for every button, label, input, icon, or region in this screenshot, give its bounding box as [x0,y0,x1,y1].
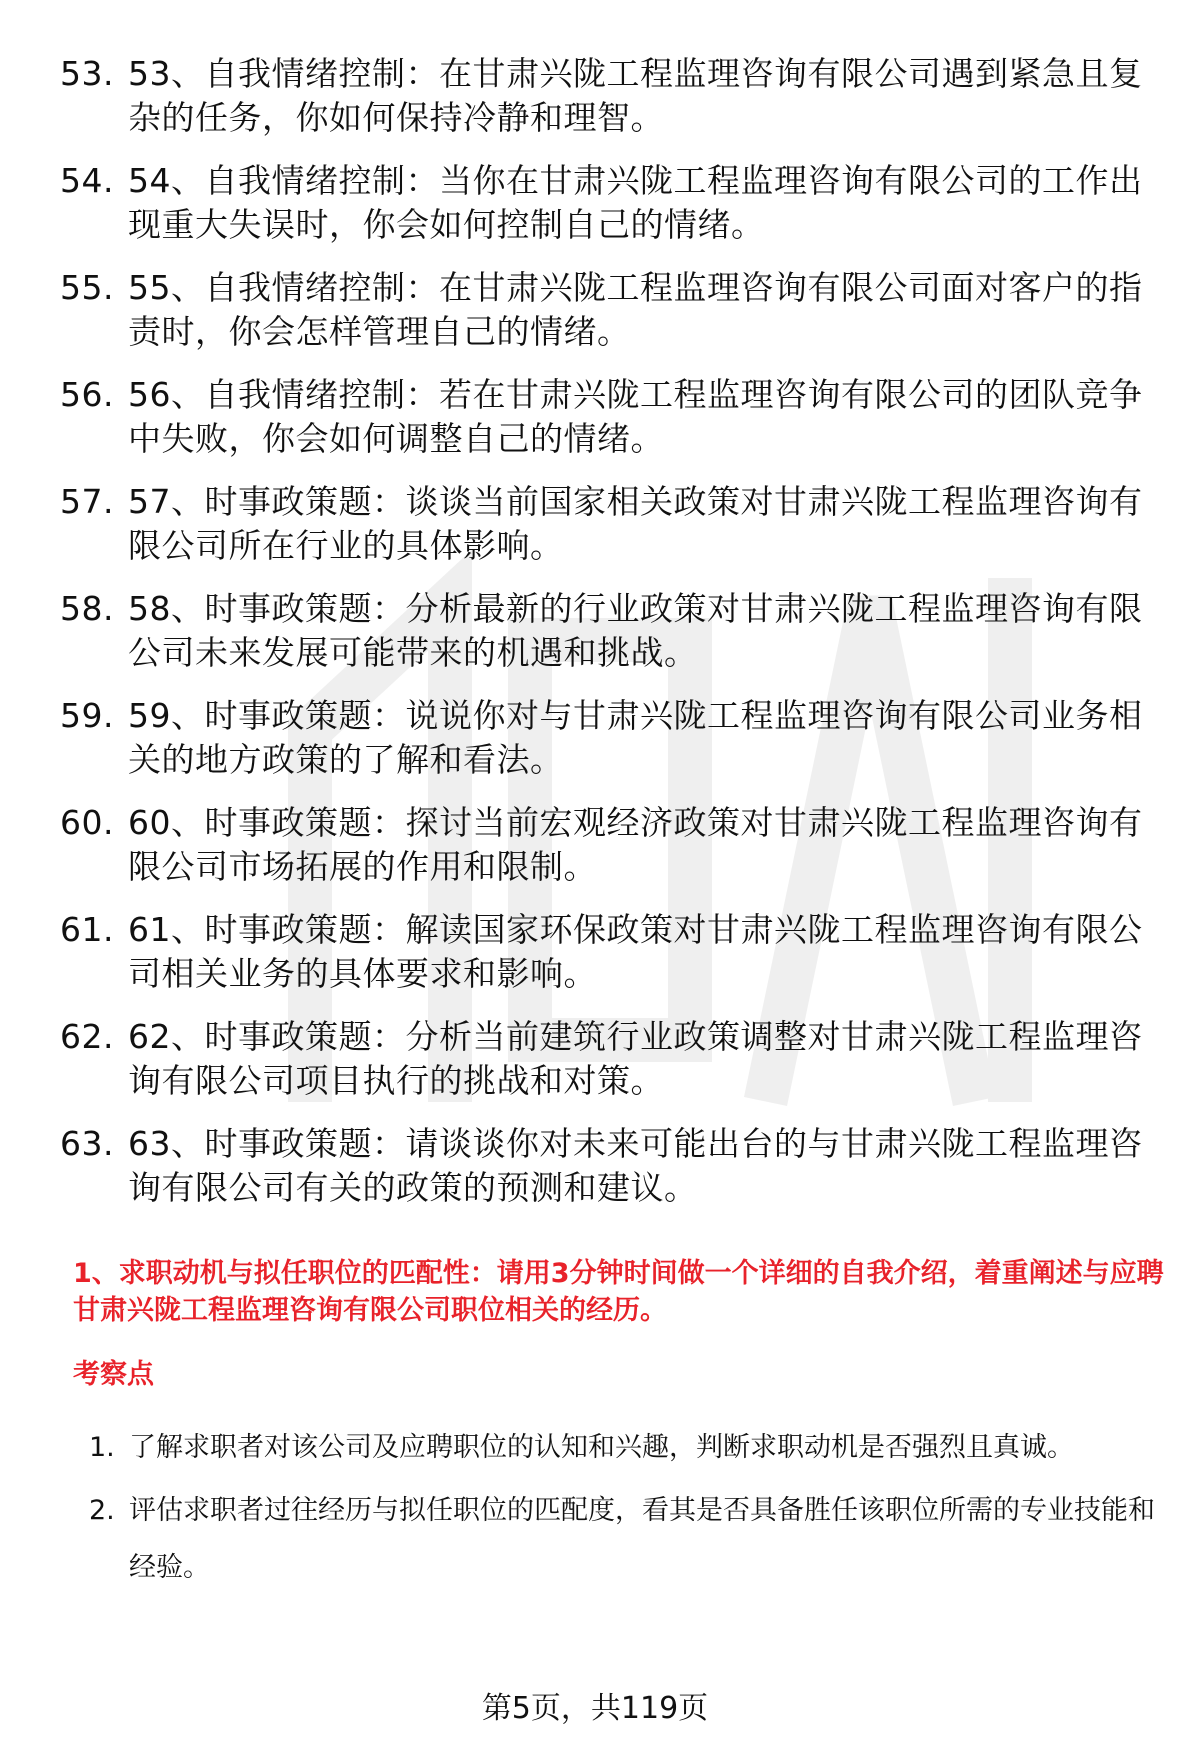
list-item [60,694,1160,782]
item-number: 58. [60,589,114,628]
item-text: 57、时事政策题：谈谈当前国家相关政策对甘肃兴陇工程监理咨询有限公司所在行业的具体影响。 [128,482,1143,565]
item-number: 62. [60,1017,114,1056]
question-list [60,52,1160,1229]
list-item [60,1015,1160,1103]
item-number: 2. [89,1495,115,1526]
item-number: 55. [60,268,114,307]
list-item [73,1482,1165,1596]
item-text: 59、时事政策题：说说你对与甘肃兴陇工程监理咨询有限公司业务相关的地方政策的了解和看法。 [128,696,1143,779]
list-item [60,908,1160,996]
item-number: 54. [60,161,114,200]
points-heading: 考察点 [73,1359,154,1390]
interview-question-section [73,1255,1165,1602]
item-number: 1. [89,1432,115,1463]
item-number: 63. [60,1124,114,1163]
list-item [60,159,1160,247]
points-list [73,1419,1165,1596]
item-text: 63、时事政策题：请谈谈你对未来可能出台的与甘肃兴陇工程监理咨询有限公司有关的政策的预测和建议。 [128,1124,1143,1207]
item-number: 59. [60,696,114,735]
list-item [60,480,1160,568]
item-text: 56、自我情绪控制：若在甘肃兴陇工程监理咨询有限公司的团队竞争中失败，你会如何调整自己的情绪。 [128,375,1143,458]
item-number: 61. [60,910,114,949]
item-text: 53、自我情绪控制：在甘肃兴陇工程监理咨询有限公司遇到紧急且复杂的任务，你如何保持冷静和理智。 [128,54,1143,137]
list-item [60,801,1160,889]
list-item [60,373,1160,461]
item-number: 57. [60,482,114,521]
item-number: 60. [60,803,114,842]
item-text: 54、自我情绪控制：当你在甘肃兴陇工程监理咨询有限公司的工作出现重大失误时，你会如何控制自己的情绪。 [128,161,1143,244]
item-number: 56. [60,375,114,414]
item-text: 60、时事政策题：探讨当前宏观经济政策对甘肃兴陇工程监理咨询有限公司市场拓展的作用和限制。 [128,803,1143,886]
item-text: 评估求职者过往经历与拟任职位的匹配度，看其是否具备胜任该职位所需的专业技能和经验。 [129,1495,1155,1583]
item-text: 61、时事政策题：解读国家环保政策对甘肃兴陇工程监理咨询有限公司相关业务的具体要求和影响。 [128,910,1143,993]
section-title: 1、求职动机与拟任职位的匹配性：请用3分钟时间做一个详细的自我介绍，着重阐述与应聘甘肃兴陇工程监理咨询有限公司职位相关的经历。 [73,1258,1164,1326]
item-number: 53. [60,54,114,93]
list-item [60,52,1160,140]
list-item [73,1419,1165,1476]
list-item [60,587,1160,675]
list-item [60,1122,1160,1210]
list-item [60,266,1160,354]
item-text: 58、时事政策题：分析最新的行业政策对甘肃兴陇工程监理咨询有限公司未来发展可能带来的机遇和挑战。 [128,589,1143,672]
item-text: 62、时事政策题：分析当前建筑行业政策调整对甘肃兴陇工程监理咨询有限公司项目执行的挑战和对策。 [128,1017,1143,1100]
item-text: 了解求职者对该公司及应聘职位的认知和兴趣，判断求职动机是否强烈且真诚。 [129,1432,1074,1463]
item-text: 55、自我情绪控制：在甘肃兴陇工程监理咨询有限公司面对客户的指责时，你会怎样管理自己的情绪。 [128,268,1143,351]
page-number: 第5页，共119页 [481,1691,709,1726]
